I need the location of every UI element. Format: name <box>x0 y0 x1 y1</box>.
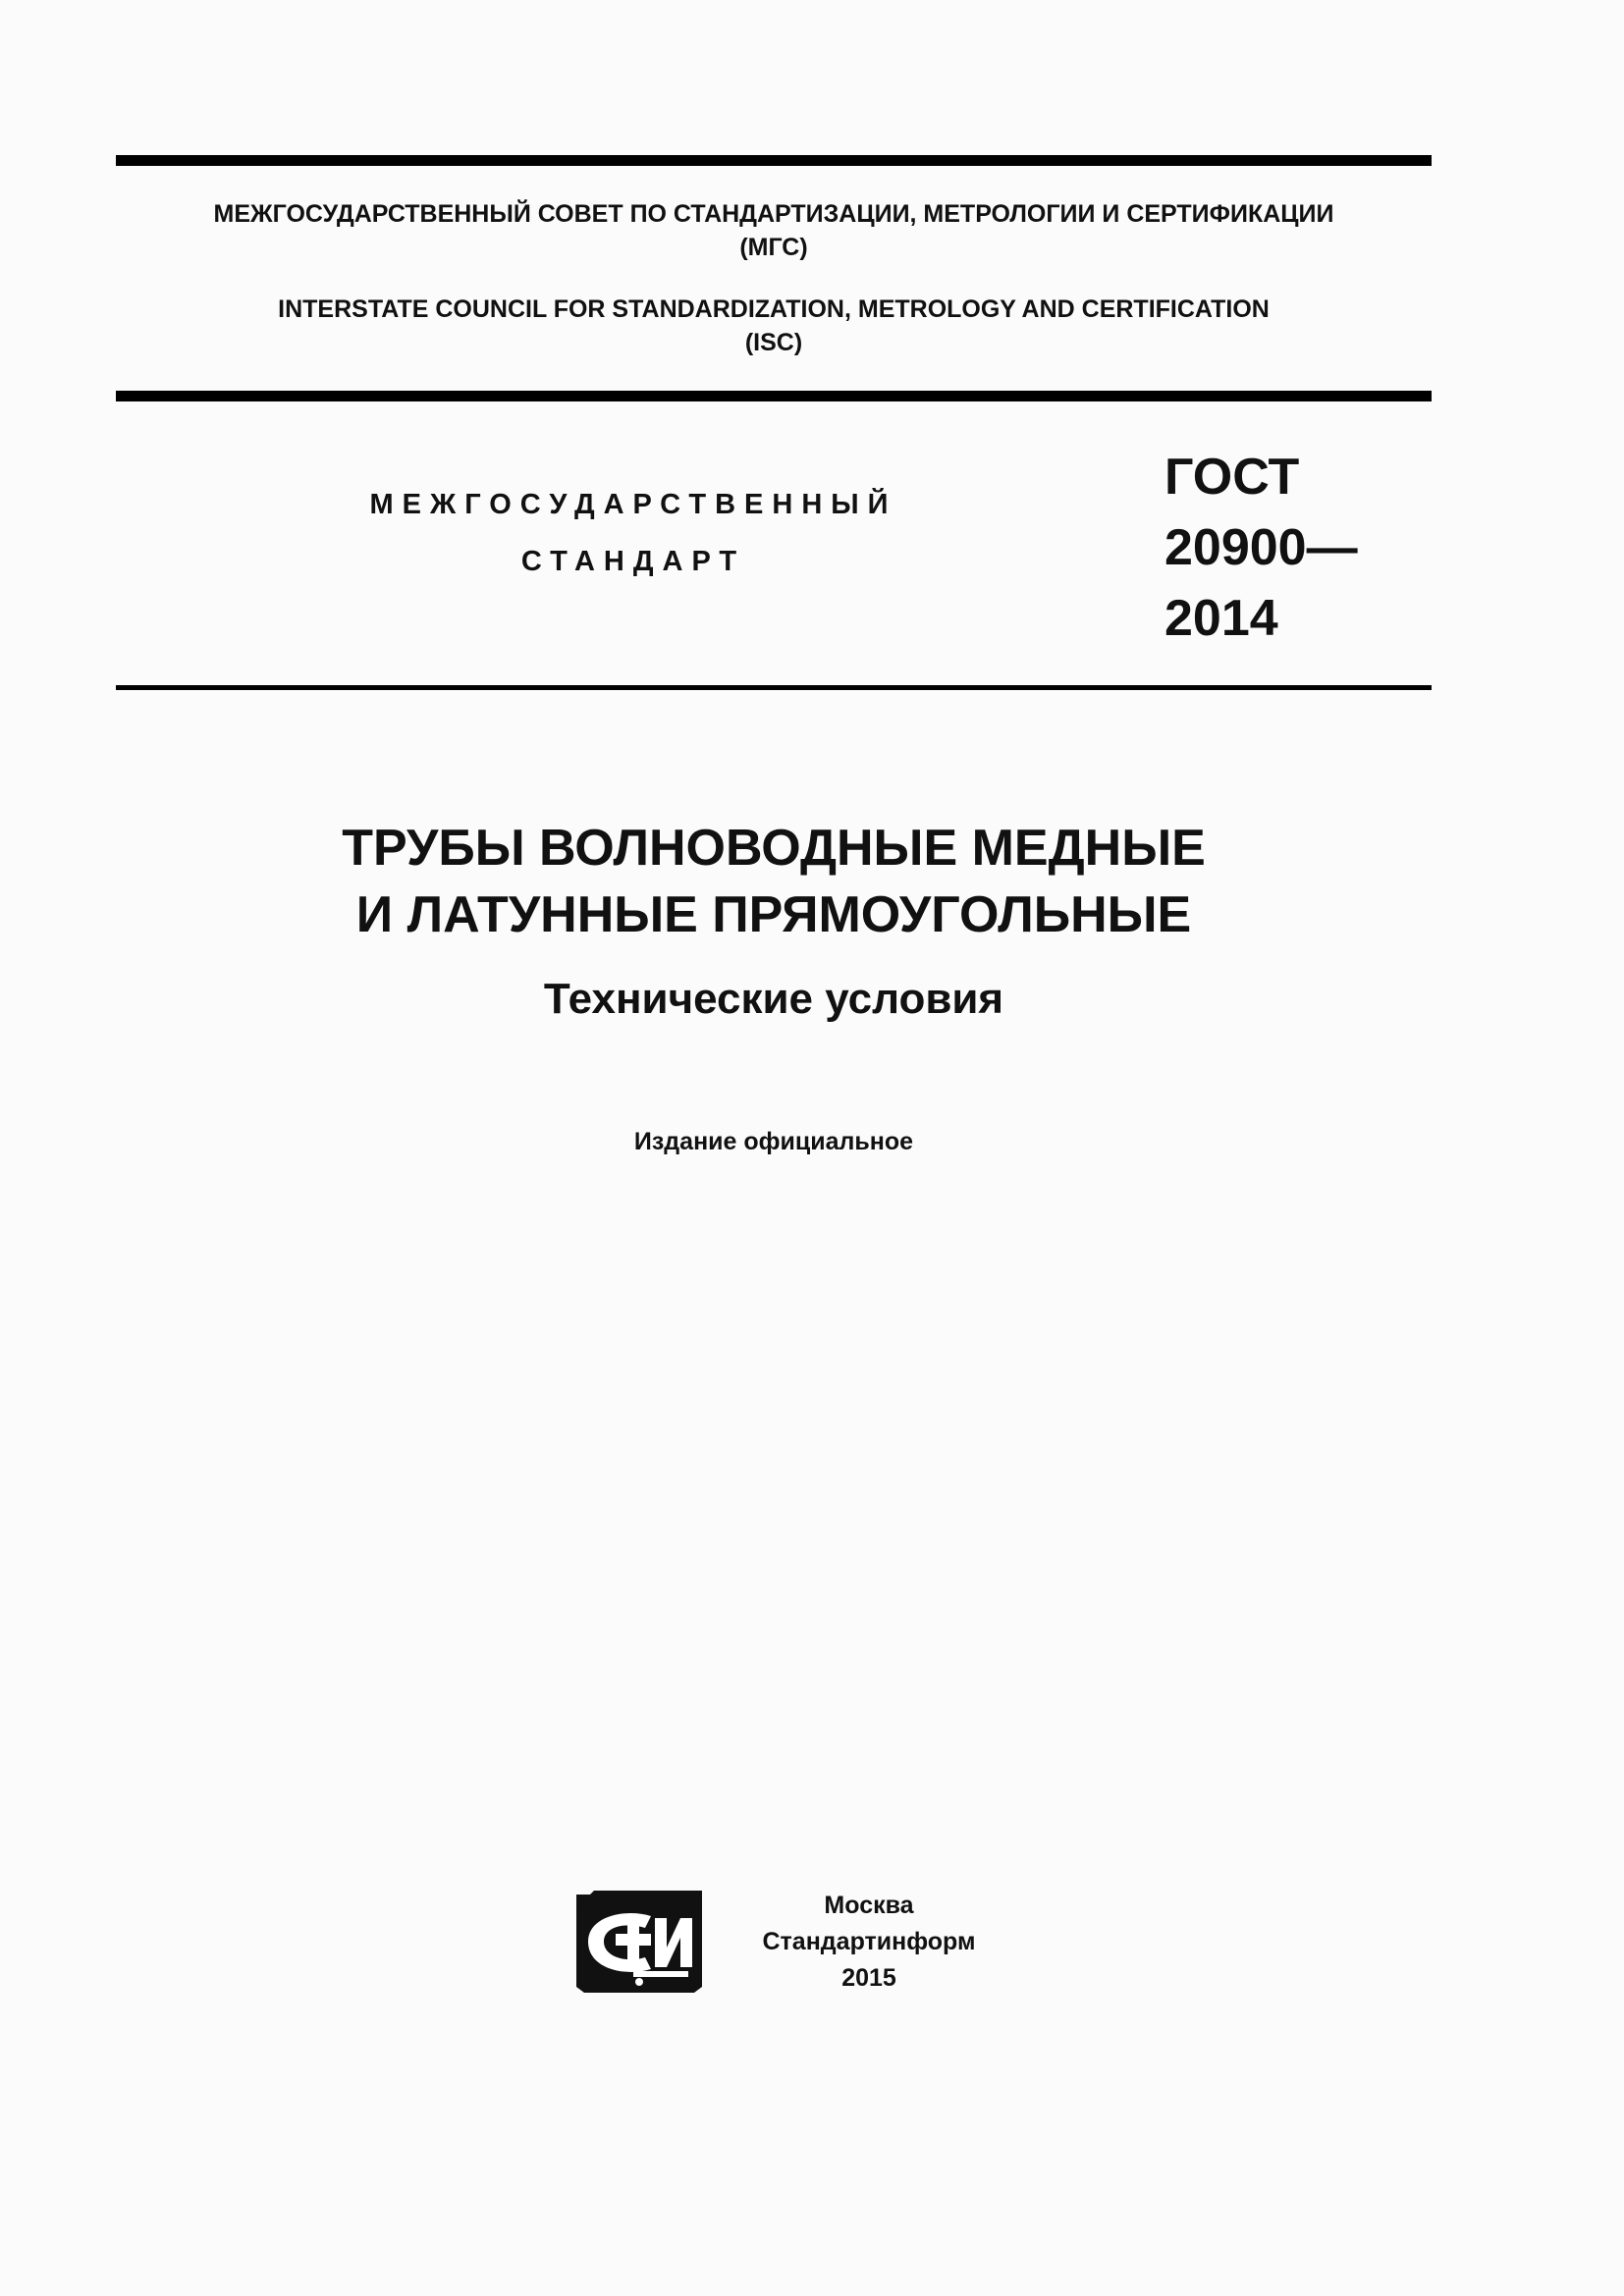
council-abbr-en: (ISC) <box>744 329 803 356</box>
council-name-ru: МЕЖГОСУДАРСТВЕННЫЙ СОВЕТ ПО СТАНДАРТИЗАЦИИ, МЕТРОЛОГИИ И СЕРТИФИКАЦИИ <box>213 200 1334 228</box>
document-subtitle: Технические условия <box>543 975 1004 1023</box>
gost-designation: ГОСТ 20900— 2014 <box>1164 449 1358 647</box>
imprint-year: 2015 <box>841 1964 896 1992</box>
council-abbr-ru: (МГС) <box>739 234 808 261</box>
header-divider <box>116 391 1432 401</box>
document-title: ТРУБЫ ВОЛНОВОДНЫЕ МЕДНЫЕ И ЛАТУННЫЕ ПРЯМОУГОЛЬНЫЕ <box>342 820 1206 943</box>
standard-type-label-line2: СТАНДАРТ <box>520 546 746 577</box>
standard-type-label-line1: МЕЖГОСУДАРСТВЕННЫЙ <box>369 489 897 520</box>
designation-divider <box>116 685 1432 690</box>
top-divider <box>116 155 1432 166</box>
council-name-en-block <box>116 293 1432 359</box>
standartinform-logo-icon <box>574 1887 705 1995</box>
council-name-ru-block <box>116 197 1432 264</box>
edition-note: Издание официальное <box>633 1128 914 1155</box>
imprint-city: Москва <box>824 1892 914 1919</box>
council-name-en: INTERSTATE COUNCIL FOR STANDARDIZATION, METROLOGY AND CERTIFICATION <box>278 295 1270 323</box>
imprint-publisher: Стандартинформ <box>762 1928 976 1955</box>
